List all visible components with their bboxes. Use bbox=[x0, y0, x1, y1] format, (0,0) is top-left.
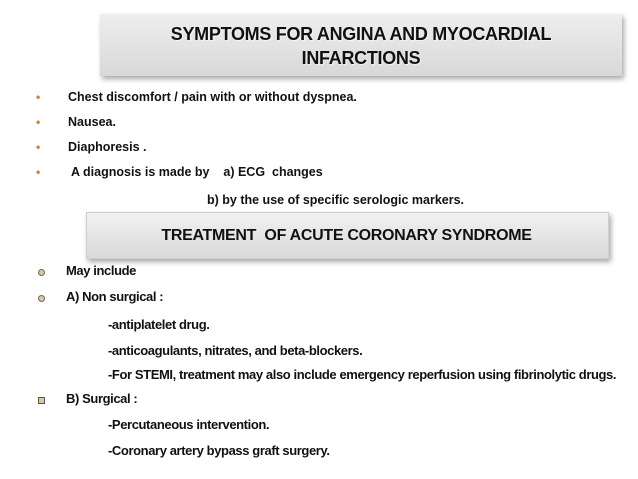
bullet-icon: • bbox=[36, 140, 41, 154]
serologic-line: b) by the use of specific serologic markers. bbox=[207, 193, 465, 207]
list-item: • Diaphoresis . bbox=[36, 140, 147, 154]
list-item: • Nausea. bbox=[36, 115, 116, 129]
symptom-list bbox=[36, 90, 616, 190]
slide-title bbox=[100, 22, 622, 70]
title-line-2: INFARCTIONS bbox=[301, 48, 421, 68]
surgical-item: -Percutaneous intervention. bbox=[108, 417, 270, 432]
surgical-heading: B) Surgical : bbox=[66, 391, 138, 406]
non-surgical-item: -For STEMI, treatment may also include emergency reperfusion using fibrinolytic drugs. bbox=[108, 367, 617, 382]
non-surgical-item: -antiplatelet drug. bbox=[108, 317, 210, 332]
ring-bullet-icon bbox=[38, 269, 45, 276]
bullet-icon: • bbox=[36, 115, 41, 129]
non-surgical-heading: A) Non surgical : bbox=[66, 289, 164, 304]
non-surgical-item: -anticoagulants, nitrates, and beta-blockers. bbox=[108, 343, 363, 358]
square-bullet-icon bbox=[38, 397, 45, 404]
title-line-1: SYMPTOMS FOR ANGINA AND MYOCARDIAL bbox=[170, 24, 552, 44]
bullet-icon: • bbox=[36, 90, 41, 104]
may-include-label: May include bbox=[66, 263, 137, 278]
treatment-title: TREATMENT OF ACUTE CORONARY SYNDROME bbox=[161, 227, 532, 244]
list-item: • A diagnosis is made by a) ECG changes bbox=[36, 165, 323, 179]
surgical-item: -Coronary artery bypass graft surgery. bbox=[108, 443, 330, 458]
ring-bullet-icon bbox=[38, 295, 45, 302]
list-item: • Chest discomfort / pain with or without dyspnea. bbox=[36, 90, 357, 104]
bullet-icon: • bbox=[36, 165, 41, 179]
